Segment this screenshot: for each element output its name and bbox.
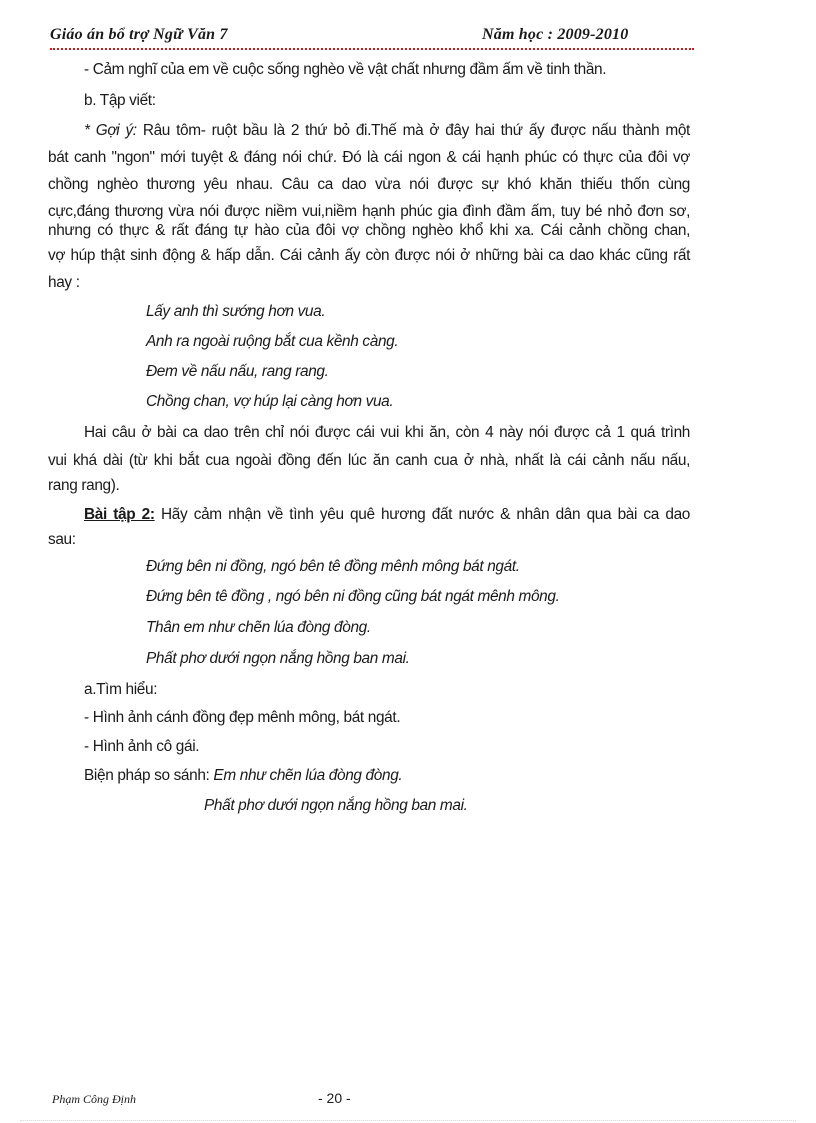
paragraph-line: - Hình ảnh cánh đồng đẹp mênh mông, bát ngát.: [84, 709, 401, 726]
paragraph-line: [48, 764, 690, 788]
exercise-label: Bài tập 2:: [84, 506, 155, 523]
poem-line: Chồng chan, vợ húp lại càng hơn vua.: [146, 393, 394, 410]
paragraph-line: bát canh "ngon" mới tuyệt & đáng nói chứ. Đó là cái ngon & cái hạnh phúc có thực của đôi vợ: [48, 149, 690, 166]
paragraph-line: [48, 119, 690, 143]
poem-line: Thân em như chẽn lúa đòng đòng.: [146, 619, 371, 636]
header-divider: [50, 48, 694, 50]
poem-line: Phất phơ dưới ngọn nắng hồng ban mai.: [204, 797, 468, 814]
paragraph-line: chồng nghèo thương yêu nhau. Câu ca dao vừa nói được sự khó khăn thiếu thốn cùng: [48, 176, 690, 193]
hint-text: Râu tôm- ruột bầu là 2 thứ bỏ đi.Thế mà ở đây hai thứ ấy được nấu thành một: [142, 122, 690, 139]
poem-line: Đứng bên tê đồng , ngó bên ni đồng cũng bát ngát mênh mông.: [146, 588, 560, 605]
exercise-text: Hãy cảm nhận về tình yêu quê hương đất nước & nhân dân qua bài ca dao: [161, 506, 690, 523]
paragraph-line: cực,đáng thương vừa nói được niềm vui,niềm hạnh phúc gia đình đầm ấm, tuy bé nhỏ đơn sơ,: [48, 203, 690, 220]
paragraph-line: vợ húp thật sinh động & hấp dẫn. Cái cảnh ấy còn được nói ở những bài ca dao khác cũng rất: [48, 247, 690, 264]
section-heading: b. Tập viết:: [84, 92, 156, 109]
paragraph-line: hay :: [48, 274, 80, 291]
paragraph-line: rang rang).: [48, 477, 120, 494]
paragraph-line: vui khá dài (từ khi bắt cua ngoài đồng đến lúc ăn canh cua ở nhà, nhất là cái cảnh nấu nấu,: [48, 452, 690, 469]
section-heading: a.Tìm hiểu:: [84, 681, 158, 698]
poem-line: Đem về nấu nấu, rang rang.: [146, 363, 329, 380]
comparison-label: Biện pháp so sánh:: [84, 767, 210, 784]
comparison-quote: Em như chẽn lúa đòng đòng.: [213, 767, 403, 784]
paragraph-line: sau:: [48, 531, 76, 548]
paragraph-line: [48, 503, 690, 527]
paragraph-line: Hai câu ở bài ca dao trên chỉ nói được cái vui khi ăn, còn 4 này nói được cả 1 quá trình: [84, 424, 690, 441]
paragraph-line: nhưng có thực & rất đáng tự hào của đôi vợ chồng nghèo khổ khi xa. Cái cảnh chồng chan,: [48, 222, 690, 239]
footer-author: Phạm Công Định: [52, 1092, 136, 1106]
page-number: - 20 -: [318, 1090, 351, 1106]
hint-label: * Gợi ý:: [84, 122, 137, 139]
footer-divider: [20, 1120, 796, 1121]
poem-line: Lấy anh thì sướng hơn vua.: [146, 303, 326, 320]
header-year: Năm học : 2009-2010: [482, 26, 629, 43]
poem-line: Anh ra ngoài ruộng bắt cua kềnh càng.: [146, 333, 399, 350]
poem-line: Đứng bên ni đồng, ngó bên tê đồng mênh mông bát ngát.: [146, 558, 520, 575]
paragraph-line: - Cảm nghĩ của em về cuộc sống nghèo về vật chất nhưng đầm ấm về tinh thần.: [84, 61, 607, 78]
poem-line: Phất phơ dưới ngọn nắng hồng ban mai.: [146, 650, 410, 667]
paragraph-line: - Hình ảnh cô gái.: [84, 738, 200, 755]
header-title: Giáo án bổ trợ Ngữ Văn 7: [50, 26, 228, 43]
